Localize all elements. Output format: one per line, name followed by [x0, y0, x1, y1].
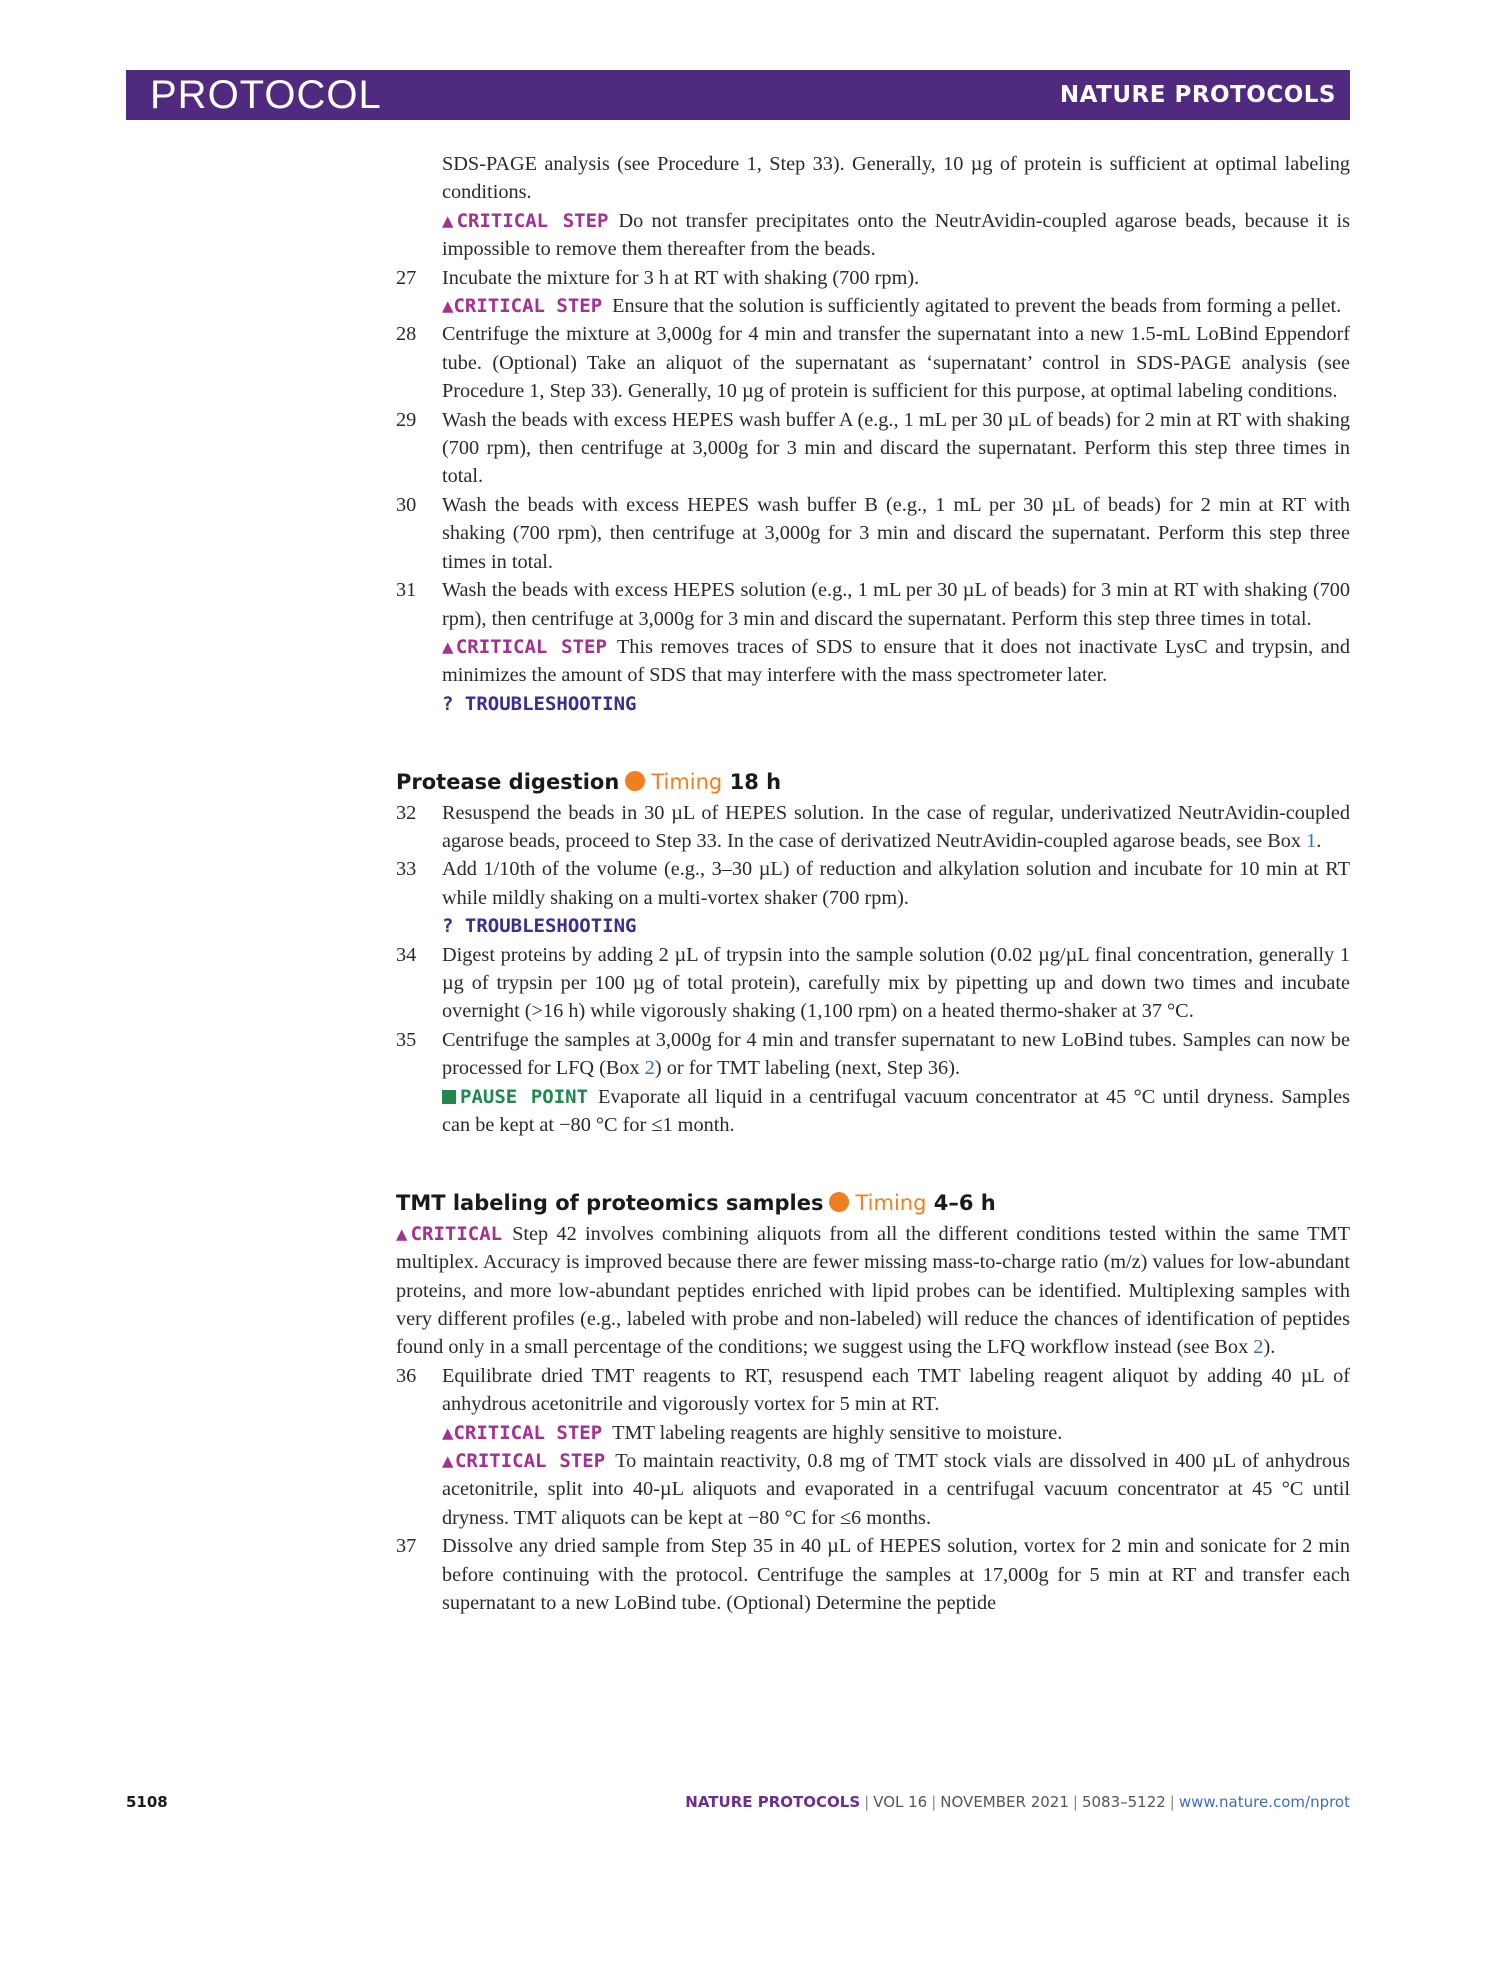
step-text: Wash the beads with excess HEPES wash buffer A (e.g., 1 mL per 30 µL of beads) for 2 min at RT with shaking (700 rpm), then centrifuge at 3,000g for 3 min and discard the supernatant. Perform this step three times in total.	[442, 408, 1350, 488]
critical-step-label: ▲CRITICAL STEP	[442, 1450, 606, 1473]
box-reference-link[interactable]: 1	[1306, 829, 1317, 852]
step-text	[442, 1026, 1350, 1083]
step-34	[396, 941, 1350, 1026]
step-text-end: .	[1316, 829, 1322, 852]
timing-value: 4–6 h	[933, 1191, 996, 1216]
separator: |	[1072, 1793, 1078, 1811]
step-37	[396, 1532, 1350, 1617]
box-reference-link[interactable]: 2	[1253, 1336, 1264, 1359]
step-number: 37	[396, 1535, 417, 1558]
critical-step-note	[442, 207, 1350, 264]
step-text-pre: Centrifuge the samples at 3,000g for 4 min and transfer supernatant to new LoBind tubes. Samples can now be processed for LFQ (Box	[442, 1028, 1350, 1080]
footer-date: NOVEMBER 2021	[940, 1793, 1069, 1811]
step-32	[396, 799, 1350, 856]
timing-label: Timing	[651, 770, 723, 795]
step-27	[396, 264, 1350, 321]
step-number: 27	[396, 266, 417, 289]
critical-step-text: TMT labeling reagents are highly sensitive to moisture.	[612, 1421, 1063, 1444]
step-number: 34	[396, 943, 417, 966]
pause-point-label: PAUSE POINT	[460, 1085, 589, 1108]
step-number: 32	[396, 801, 417, 824]
section-label: PROTOCOL	[150, 73, 382, 117]
step-number: 36	[396, 1364, 417, 1387]
troubleshooting-link[interactable]: ? TROUBLESHOOTING	[442, 915, 637, 938]
step-35	[396, 1026, 1350, 1140]
step-number: 28	[396, 323, 417, 346]
step-30	[396, 491, 1350, 576]
critical-step-label: ▲CRITICAL STEP	[442, 295, 603, 318]
critical-text-pre: Step 42 involves combining aliquots from all the different conditions tested within the same TMT multiplex. Accuracy is improved because there are fewer missing mass-to-charge ratio (m/z) values for low-abundant proteins, and more low-abundant peptides enriched with lipid probes can be identified. Multiplexing samples with very different profiles (e.g., labeled with probe and non-labeled) will reduce the chances of identification of peptides found only in a small percentage of the conditions; we suggest using the LFQ workflow instead (see Box	[396, 1222, 1350, 1359]
footer-pages: 5083–5122	[1081, 1793, 1166, 1811]
separator: |	[864, 1793, 870, 1811]
step-number: 33	[396, 858, 417, 881]
step-31	[396, 576, 1350, 718]
separator: |	[1169, 1793, 1175, 1811]
step-number: 30	[396, 493, 417, 516]
box-reference-link[interactable]: 2	[644, 1057, 655, 1080]
section-heading-tmt	[396, 1189, 1350, 1217]
step-text: Add 1/10th of the volume (e.g., 3–30 µL) of reduction and alkylation solution and incubate for 10 min at RT while mildly shaking on a multi-vortex shaker (700 rpm).	[442, 858, 1350, 909]
page-number: 5108	[126, 1793, 168, 1811]
step-number: 35	[396, 1028, 417, 1051]
step-text-post: ) or for TMT labeling (next, Step 36).	[654, 1057, 961, 1080]
journal-reference	[685, 1793, 1350, 1811]
continuation-block	[442, 150, 1350, 264]
critical-step-note	[442, 633, 1350, 690]
page-header	[126, 70, 1350, 120]
step-28	[396, 320, 1350, 405]
critical-step-text: This removes traces of SDS to ensure that it does not inactivate LysC and trypsin, and minimizes the amount of SDS that may interfere with the mass spectrometer later.	[442, 635, 1350, 687]
critical-step-label: ▲CRITICAL STEP	[442, 209, 609, 232]
footer-volume: VOL 16	[873, 1793, 928, 1811]
step-number: 31	[396, 579, 417, 602]
step-29	[396, 406, 1350, 491]
step-text: Digest proteins by adding 2 µL of trypsin into the sample solution (0.02 µg/µL final concentration, generally 1 µg of trypsin per 100 µg of total protein), carefully mix by pipetting up and down two times and incubate overnight (>16 h) while vigorously shaking (1,100 rpm) on a heated thermo-shaker at 37 °C.	[442, 943, 1350, 1023]
footer-url-link[interactable]: www.nature.com/nprot	[1178, 1793, 1350, 1811]
timing-dot-icon	[625, 771, 645, 791]
timing-value: 18 h	[729, 770, 782, 795]
pause-point-note	[442, 1083, 1350, 1140]
step-text: Incubate the mixture for 3 h at RT with shaking (700 rpm).	[442, 266, 920, 289]
article-body	[396, 150, 1350, 1618]
critical-step-label: ▲CRITICAL STEP	[442, 1421, 603, 1444]
separator: |	[931, 1793, 937, 1811]
section-title: TMT labeling of proteomics samples	[396, 1191, 824, 1216]
step-33	[396, 855, 1350, 940]
critical-step-label: ▲CRITICAL STEP	[442, 635, 607, 658]
journal-label: NATURE PROTOCOLS	[1059, 82, 1336, 108]
critical-label: ▲CRITICAL	[396, 1222, 503, 1245]
step-text: Wash the beads with excess HEPES wash buffer B (e.g., 1 mL per 30 µL of beads) for 2 min at RT with shaking (700 rpm), then centrifuge at 3,000g for 3 min and discard the supernatant. Perform this step three times in total.	[442, 493, 1350, 573]
critical-step-note	[442, 1419, 1350, 1447]
critical-step-text: Do not transfer precipitates onto the NeutrAvidin-coupled agarose beads, because it is impossible to remove them thereafter from the beads.	[442, 209, 1351, 261]
timing-dot-icon	[829, 1192, 849, 1212]
critical-step-note	[442, 1447, 1350, 1532]
step-text: Centrifuge the mixture at 3,000g for 4 min and transfer the supernatant into a new 1.5-mL LoBind Eppendorf tube. (Optional) Take an aliquot of the supernatant as ‘supernatant’ control in SDS-PAGE analysis (see Procedure 1, Step 33). Generally, 10 µg of protein is sufficient for this purpose, at optimal labeling conditions.	[442, 323, 1350, 403]
critical-step-text: To maintain reactivity, 0.8 mg of TMT stock vials are dissolved in 400 µL of anhydrous acetonitrile, split into 40-µL aliquots and evaporated in a centrifugal vacuum concentrator at 45 °C until dryness. TMT aliquots can be kept at −80 °C for ≤6 months.	[442, 1450, 1350, 1529]
step-36	[396, 1362, 1350, 1532]
step-text-body: Resuspend the beads in 30 µL of HEPES solution. In the case of regular, underivatized NeutrAvidin-coupled agarose beads, proceed to Step 33. In the case of derivatized NeutrAvidin-coupled agarose beads, see Box	[442, 801, 1350, 852]
critical-step-note	[442, 292, 1350, 320]
troubleshooting-link[interactable]: ? TROUBLESHOOTING	[442, 692, 637, 715]
section-heading-protease	[396, 768, 1350, 796]
step-text: Wash the beads with excess HEPES solution (e.g., 1 mL per 30 µL of beads) for 3 min at RT with shaking (700 rpm), then centrifuge at 3,000g for 3 min and discard the supernatant. Perform this step three times in total.	[442, 579, 1350, 630]
section-title: Protease digestion	[396, 770, 620, 795]
pause-point-text: Evaporate all liquid in a centrifugal vacuum concentrator at 45 °C until dryness. Samples can be kept at −80 °C for ≤1 month.	[442, 1085, 1350, 1136]
critical-section-note	[396, 1220, 1350, 1362]
footer-journal: NATURE PROTOCOLS	[685, 1793, 861, 1811]
step-text: Dissolve any dried sample from Step 35 in 40 µL of HEPES solution, vortex for 2 min and sonicate for 2 min before continuing with the protocol. Centrifuge the samples at 17,000g for 5 min at RT and transfer each supernatant to a new LoBind tube. (Optional) Determine the peptide	[442, 1535, 1350, 1615]
step-text	[442, 799, 1350, 856]
continuation-text: SDS-PAGE analysis (see Procedure 1, Step 33). Generally, 10 µg of protein is sufficient at optimal labeling conditions.	[442, 153, 1350, 204]
critical-text-post: ).	[1263, 1336, 1276, 1359]
step-number: 29	[396, 408, 417, 431]
timing-label: Timing	[855, 1191, 927, 1216]
pause-square-icon	[442, 1090, 456, 1104]
step-text: Equilibrate dried TMT reagents to RT, resuspend each TMT labeling reagent aliquot by adding 40 µL of anhydrous acetonitrile and vigorously vortex for 5 min at RT.	[442, 1364, 1350, 1416]
critical-step-text: Ensure that the solution is sufficiently agitated to prevent the beads from forming a pellet.	[612, 295, 1342, 318]
